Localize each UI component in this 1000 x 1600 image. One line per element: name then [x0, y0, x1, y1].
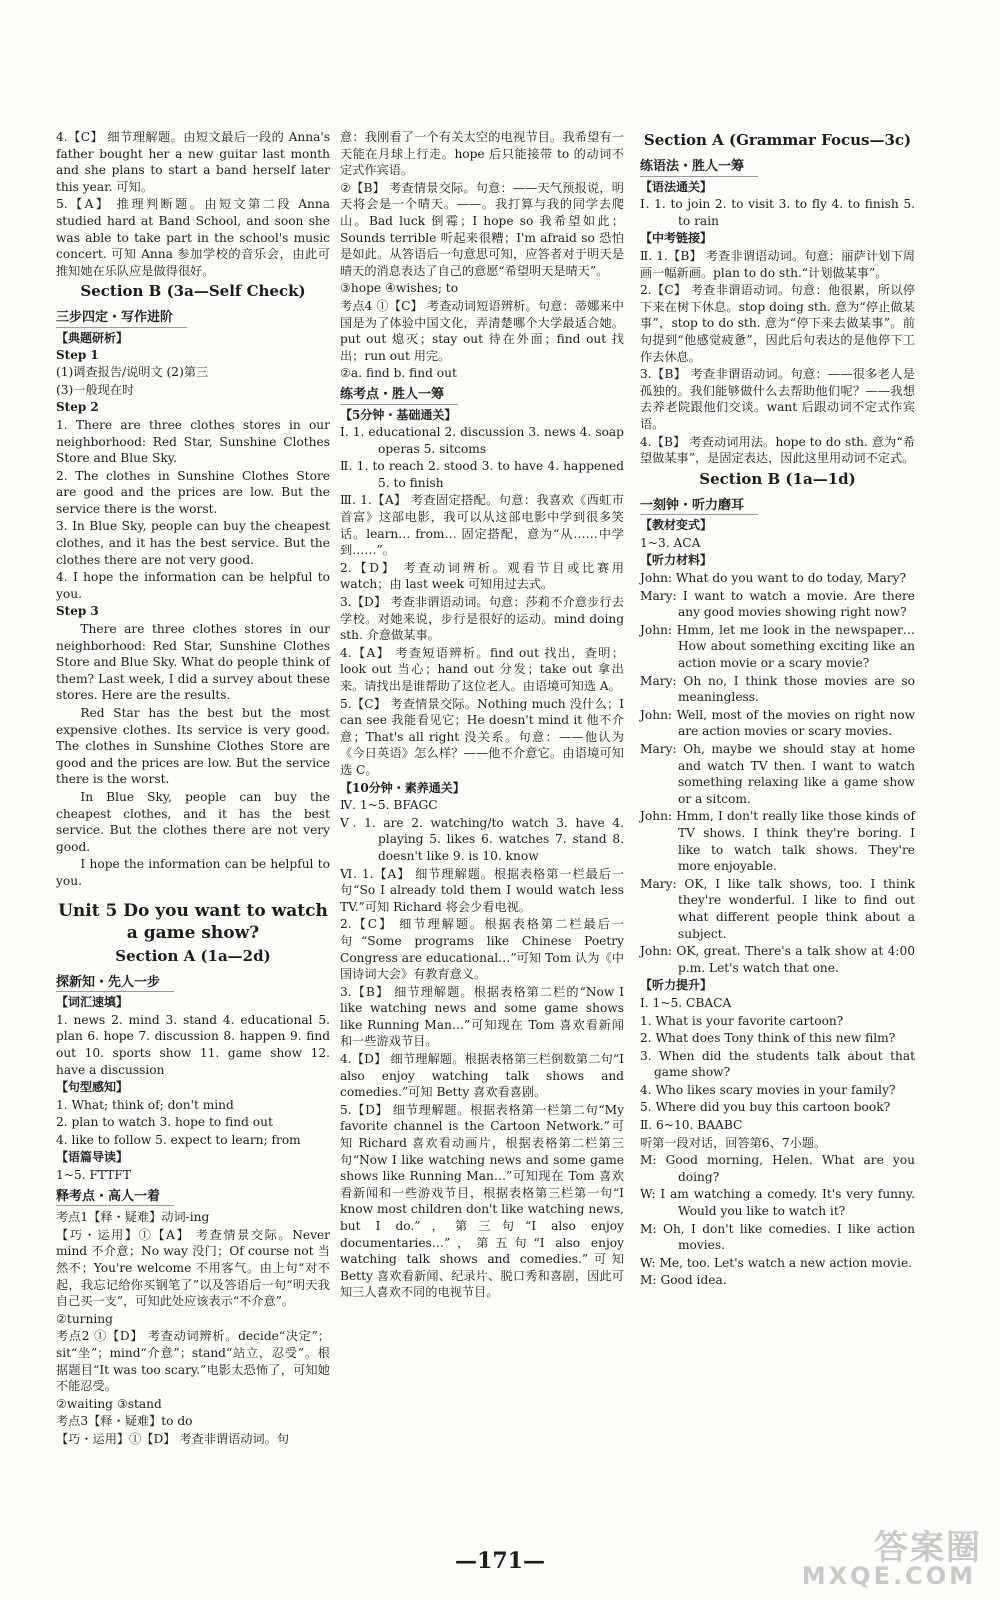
answer-paragraph: (1)调查报告/说明文 (2)第三: [56, 365, 209, 380]
answer-paragraph: (3)一般现在时: [56, 382, 135, 397]
answer-paragraph: ②a. find b. find out: [340, 366, 457, 381]
subsection-tag: 【10分钟・素养通关】: [340, 780, 465, 795]
answer-paragraph: 【巧・运用】①【A】 考查情景交际。Never mind 不介意；No way 没门；Of course not 当然不；You're welcome 不用客气。由上句“对不起，我忘记给你买钢笔了”以及答语后一句“明天我自己买一支”，可知此处应该表示“不介意”。: [56, 1227, 330, 1309]
section-heading: Section A (Grammar Focus—3c): [643, 131, 912, 149]
column-left: [56, 128, 330, 1449]
dialogue-line: John: Well, most of the movies on right now are action movies or scary movies.: [640, 707, 915, 739]
answer-paragraph: Ⅱ. 1.【B】 考查非谓语动词。句意：丽萨计划下周画一幅新画。plan to do sth.“计划做某事”。: [640, 248, 915, 280]
step-label: Step 2: [56, 400, 99, 415]
answer-paragraph: 【巧・运用】①【D】 考查非谓语动词。句: [56, 1431, 290, 1446]
dialogue-line: Mary: I want to watch a movie. Are there any good movies showing right now?: [640, 588, 915, 620]
watermark-url: MXQE.COM: [801, 1562, 976, 1590]
answer-paragraph: In Blue Sky, people can buy the cheapest clothes, and it has the best service. But the clothes there are not very good.: [56, 789, 330, 854]
answer-paragraph: 考点2 ①【D】 考查动词辨析。decide“决定”；sit“坐”；mind“介意”；stand“站立，忍受”。根据题目“It was too scary.”电影太恐怖了，可知她不能忍受。: [56, 1329, 330, 1394]
column-middle: [340, 128, 624, 1302]
watermark-logo: 答案圈: [874, 1528, 982, 1568]
answer-paragraph: Ⅵ. 1.【A】 细节理解题。根据表格第一栏最后一句“So I already told them I would watch less TV.”可知 Richard 将会少看电视。: [340, 866, 624, 914]
answer-paragraph: 4. like to follow 5. expect to learn; from: [56, 1132, 301, 1147]
subsection-tag: 【句型感知】: [56, 1080, 129, 1095]
dialogue-line: M: Good morning, Helen. What are you doing?: [640, 1153, 915, 1184]
step-label: Step 1: [56, 347, 99, 362]
answer-paragraph: 3. In Blue Sky, people can buy the cheapest clothes, and it has the best service. But the clothes there are not very good.: [56, 519, 330, 567]
subsection-tag: 【语篇导读】: [56, 1150, 129, 1165]
section-heading: Section B (1a—1d): [699, 469, 856, 488]
answer-paragraph: 1. There are three clothes stores in our neighborhood: Red Star, Sunshine Clothes Store and Blue Sky.: [56, 417, 330, 466]
answer-paragraph: Ⅳ. 1~5. BFAGC: [340, 798, 438, 813]
answer-paragraph: 4.【A】 考查短语辨析。find out 找出，查明；look out 当心；hand out 分发；take out 拿出来。请找出是谁帮助了这位老人。由语境可知选 A。: [340, 645, 624, 693]
answer-paragraph: 3. When did the students talk about that game show?: [640, 1048, 915, 1080]
dialogue-line: Mary: OK, I like talk shows, too. I think they're wonderful. I like to find out what different people think about a subject.: [640, 876, 915, 941]
answer-paragraph: 1~3. ACA: [640, 535, 701, 550]
answer-paragraph: 2. plan to watch 3. hope to find out: [56, 1115, 273, 1130]
dialogue-line: Mary: Oh no, I think those movies are so meaningless.: [640, 673, 915, 705]
dialogue-line: John: Hmm, I don't really like those kinds of TV shows. I think they're boring. I like to watch talk shows. They're more enjoyable.: [640, 809, 915, 874]
subsection-tag: 【典题研析】: [56, 330, 129, 345]
answer-paragraph: 2. What does Tony think of this new film?: [640, 1031, 896, 1046]
dialogue-line: John: What do you want to do today, Mary?: [640, 571, 907, 586]
answer-paragraph: ②waiting ③stand: [56, 1396, 162, 1411]
answer-paragraph: Ⅲ. 1.【A】 考查固定搭配。句意：我喜欢《西虹市首富》这部电影，我可以从这部电影中学到很多笑话。learn… from… 固定搭配，意为“从……中学到……”。: [340, 493, 624, 558]
level-heading: 练语法・胜人一筹: [640, 159, 758, 177]
answer-paragraph: 4. I hope the information can be helpful to you.: [56, 570, 330, 601]
answer-paragraph: 3.【D】 考查非谓语动词。句意：莎莉不介意步行去学校。对她来说，步行是很好的运动。mind doing sth. 介意做某事。: [340, 595, 624, 643]
subsection-tag: 【听力提升】: [640, 978, 713, 993]
answer-paragraph: 4. Who likes scary movies in your family?: [640, 1082, 896, 1097]
dialogue-line: W: I am watching a comedy. It's very funny. Would you like to watch it?: [640, 1187, 915, 1219]
answer-paragraph: Red Star has the best but the most expensive clothes. Its service is very good. The clothes in Sunshine Clothes Store are good and the prices are low. But the service there is the worst.: [56, 706, 330, 787]
answer-paragraph: ②turning: [56, 1311, 113, 1326]
answer-paragraph: Ⅴ. 1. are 2. watching/to watch 3. have 4. playing 5. likes 6. watches 7. stand 8. doesn't like 9. is 10. know: [340, 815, 624, 863]
subsection-tag: 【词汇速填】: [56, 995, 129, 1010]
dialogue-line: Mary: Oh, maybe we should stay at home and watch TV then. I want to watch something relaxing like a game show or a sitcom.: [640, 742, 915, 806]
answer-paragraph: Ⅰ. 1. to join 2. to visit 3. to fly 4. to finish 5. to rain: [640, 197, 915, 228]
answer-paragraph: 5.【D】 细节理解题。根据表格第一栏第二句“My favorite channel is the Cartoon Network.”可知 Richard 喜欢看动画片，根据表格第二栏第三句“Now I like watching news and some game shows like Running Man…”可知现在 Tom 喜欢看新闻和一些游戏节目，根据表格第三栏第一句“I know most children don't like watching news, but I do.”，第三句“I also enjoy documentaries…”，第五句“I also enjoy watching talk shows and comedies.”可知 Betty 喜欢看新闻、纪录片、脱口秀和喜剧，因此可知三人喜欢不同的电视节目。: [340, 1102, 624, 1300]
dialogue-line: W: Me, too. Let's watch a new action movie.: [640, 1255, 913, 1270]
answer-paragraph: 2. The clothes in Sunshine Clothes Store are good and the prices are low. But the service there is the worst.: [56, 468, 330, 516]
answer-paragraph: Ⅱ. 1. to reach 2. stood 3. to have 4. happened 5. to finish: [340, 459, 624, 490]
answer-paragraph: 1. news 2. mind 3. stand 4. educational 5. plan 6. hope 7. discussion 8. happen 9. find out 10. sports show 11. game show 12. have a discussion: [56, 1012, 330, 1077]
answer-paragraph: 1. What; think of; don't mind: [56, 1097, 234, 1112]
subsection-tag: 【教材变式】: [640, 518, 713, 533]
section-heading: Section B (3a—Self Check): [80, 282, 306, 301]
answer-paragraph: 3.【B】 考查非谓语动词。句意：——很多老人是孤独的。我们能够做什么去帮助他们呢？——我想去养老院跟他们交谈。want 后跟动词不定式作宾语。: [640, 367, 915, 431]
answer-paragraph: 4.【C】 细节理解题。由短文最后一段的 Anna's father bought her a new guitar last month and she plans to start a band herself later this year. 可知。: [56, 130, 330, 194]
answer-paragraph: 2.【C】 考查非谓语动词。句意：他很累，所以停下来在树下休息。stop doing sth. 意为“停止做某事”，stop to do sth. 意为“停下来去做某事”。前句提到“他感觉疲惫”，因此后句表达的是他停下工作去休息。: [640, 283, 915, 364]
answer-paragraph: 2.【D】 考查动词辨析。观看节目或比赛用 watch；由 last week 可知用过去式。: [340, 560, 624, 592]
answer-paragraph: 考点4 ①【C】 考查动词短语辨析。句意：蒂娜来中国是为了体验中国文化，弄清楚哪个大学最适合她。put out 熄灭；stay out 待在外面；find out 找出；run out 用完。: [340, 298, 624, 363]
dialogue-line: John: Hmm, let me look in the newspaper… How about something exciting like an action movie or a scary movie?: [640, 622, 915, 671]
subsection-tag: 【听力材料】: [640, 553, 713, 568]
answer-paragraph: ③hope ④wishes; to: [340, 281, 459, 296]
answer-paragraph: 4.【B】 考查动词用法。hope to do sth. 意为“希望做某事”，是固定表达，因此这里用动词不定式。: [640, 434, 915, 466]
answer-paragraph: 听第一段对话，回答第6、7小题。: [640, 1135, 827, 1150]
answer-paragraph: 5.【A】 推理判断题。由短文第二段 Anna studied hard at Band School, and soon she was able to take part in the school's music concert. 可知 Anna 参加学校的音乐会，由此可推知她在乐队应是做得很好。: [56, 197, 330, 278]
answer-paragraph: 1~5. FTTFT: [56, 1168, 131, 1183]
answer-paragraph: 意：我刚看了一个有关太空的电视节目。我希望有一天能在月球上行走。hope 后只能接带 to 的动词不定式作宾语。: [340, 130, 624, 178]
answer-paragraph: Ⅰ. 1~5. CBACA: [640, 995, 732, 1010]
page-number: —171—: [455, 1548, 545, 1574]
answer-paragraph: 4.【D】 细节理解题。根据表格第三栏倒数第二句“I also enjoy watching talk shows and comedies.”可知 Betty 喜欢看喜剧。: [340, 1052, 624, 1100]
dialogue-line: M: Oh, I don't like comedies. I like action movies.: [640, 1221, 915, 1253]
step-label: Step 3: [56, 604, 99, 619]
level-heading: 一刻钟・听力磨耳: [640, 498, 758, 516]
answer-paragraph: 考点3【释・疑难】to do: [56, 1414, 193, 1429]
answer-paragraph: Ⅱ. 6~10. BAABC: [640, 1118, 743, 1133]
dialogue-line: M: Good idea.: [640, 1273, 727, 1288]
answer-paragraph: ②【B】 考查情景交际。句意：——天气预报说，明天将会是一个晴天。——。我打算与我的同学去爬山。Bad luck 倒霉；I hope so 我希望如此；Sounds terrible 听起来很糟；I'm afraid so 恐怕是如此。从答语后一句意思可知，应答者对于明天是晴天的消息表达了自己的意愿“希望明天是晴天”。: [340, 180, 624, 278]
answer-paragraph: 考点1【释・疑难】动词-ing: [56, 1210, 210, 1225]
subsection-tag: 【5分钟・基础通关】: [340, 407, 457, 422]
answer-paragraph: 1. What is your favorite cartoon?: [640, 1013, 844, 1028]
level-heading: 探新知・先人一步: [56, 975, 174, 993]
dialogue-line: John: OK, great. There's a talk show at 4:00 p.m. Let's watch that one.: [640, 944, 915, 975]
answer-paragraph: 2.【C】 细节理解题。根据表格第二栏最后一句“Some programs like Chinese Poetry Congress are educational…”可知 Tom 认为《中国诗词大会》有教育意义。: [340, 917, 624, 982]
answer-paragraph: There are three clothes stores in our neighborhood: Red Star, Sunshine Clothes Store and Blue Sky. What do people think of them? Last week, I did a survey about these stores. Here are the results.: [56, 622, 330, 703]
section-heading: Section A (1a—2d): [115, 946, 271, 965]
answer-paragraph: I hope the information can be helpful to you.: [56, 857, 330, 888]
subsection-tag: 【中考链接】: [640, 231, 713, 246]
level-heading: 三步四定・写作进阶: [56, 310, 187, 328]
answer-paragraph: 3.【B】 细节理解题。根据表格第二栏的“Now I like watching news and some game shows like Running Man…”可知现在 Tom 喜欢看新闻和一些游戏节目。: [340, 984, 624, 1049]
answer-paragraph: 5. Where did you buy this cartoon book?: [640, 1100, 891, 1115]
level-heading: 释考点・高人一着: [56, 1189, 174, 1207]
subsection-tag: 【语法通关】: [640, 179, 713, 194]
unit-heading: Unit 5 Do you want to watch a game show?: [58, 900, 328, 943]
answer-paragraph: 5.【C】 考查情景交际。Nothing much 没什么；I can see 我能看见它；He doesn't mind it 他不介意；That's all right 没关系。句意：——他认为《今日英语》怎么样？——他不介意它。由语境可知选 C。: [340, 696, 624, 777]
column-right: [640, 128, 915, 1290]
level-heading: 练考点・胜人一筹: [340, 387, 458, 405]
answer-paragraph: Ⅰ. 1. educational 2. discussion 3. news 4. soap operas 5. sitcoms: [340, 425, 624, 456]
